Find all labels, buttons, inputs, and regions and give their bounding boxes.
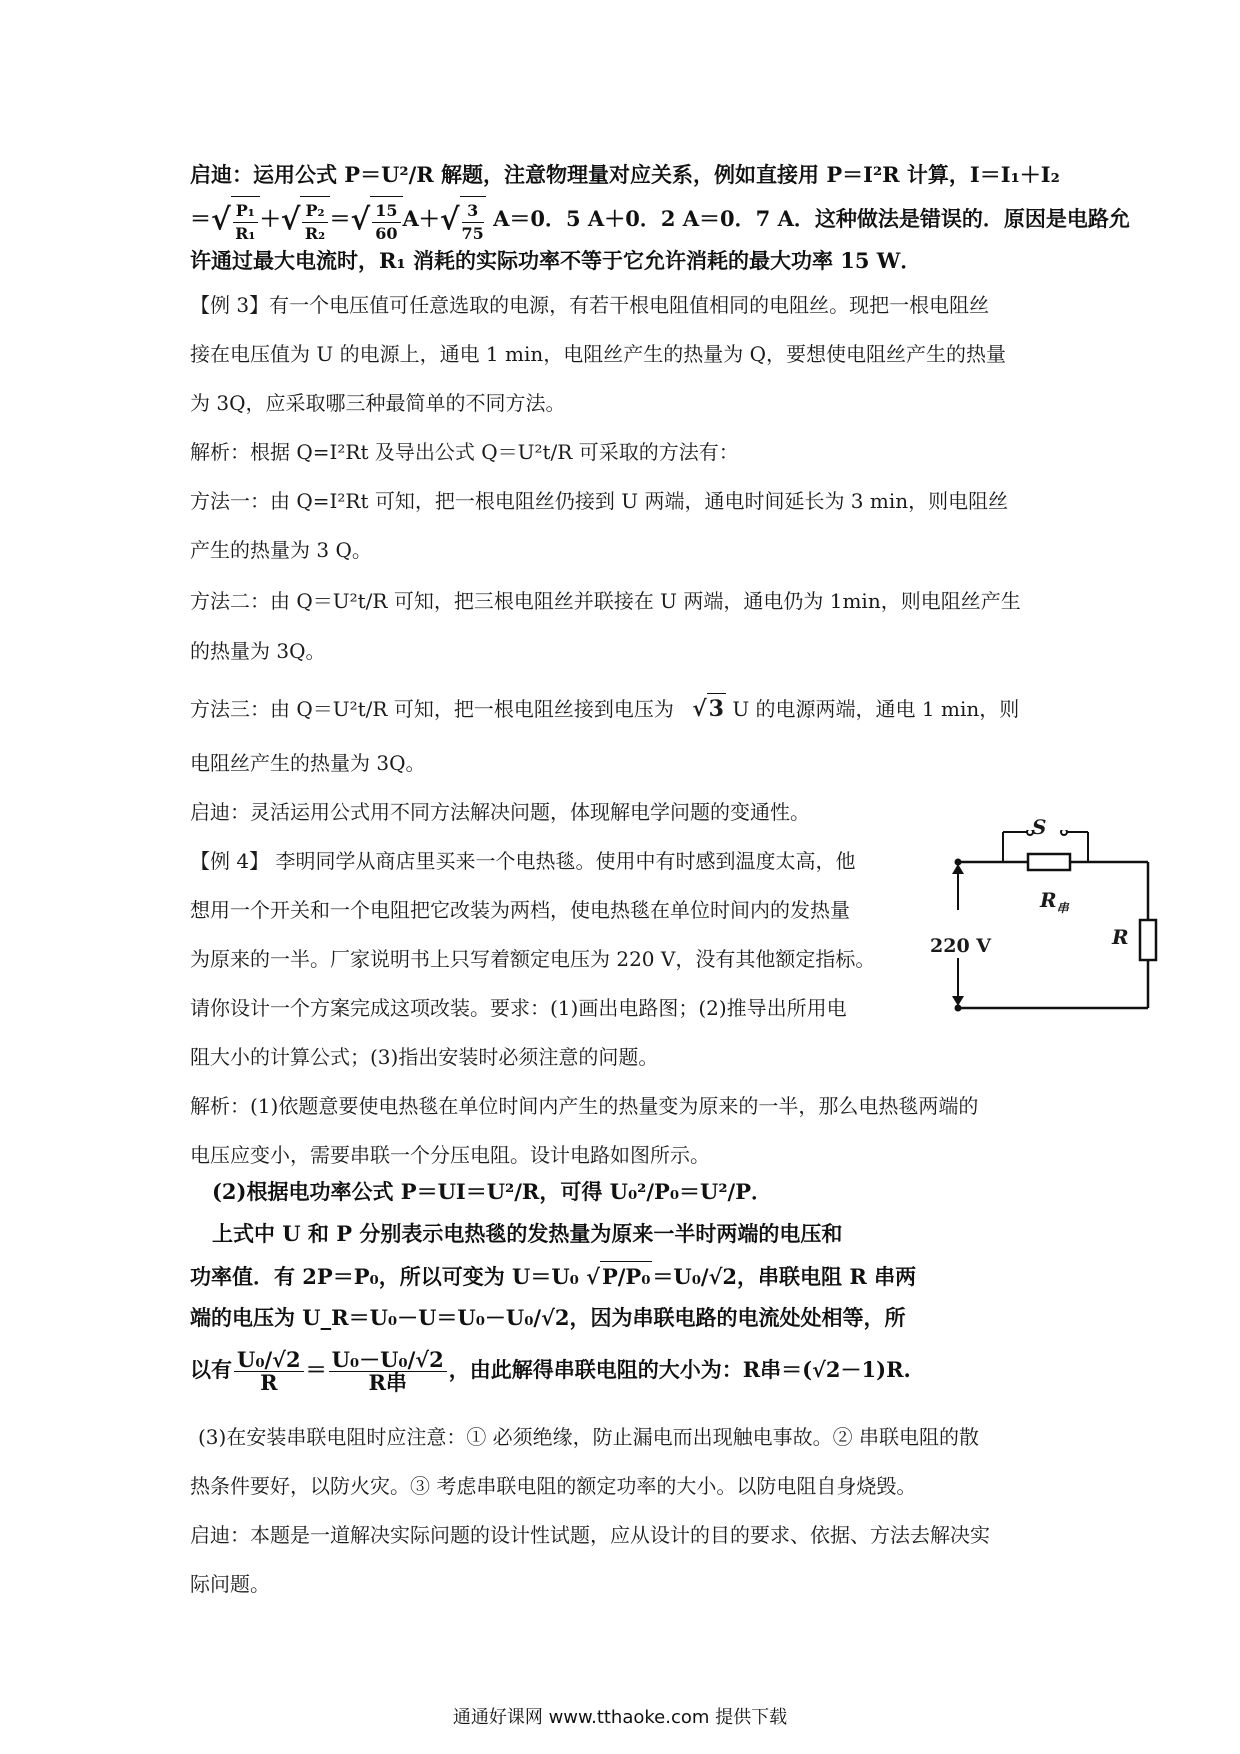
- a-plus: A＋: [402, 206, 440, 231]
- ex3-hint: 启迪：灵活运用公式用不同方法解决问题，体现解电学问题的变通性。: [190, 800, 810, 824]
- ex4-line3: 为原来的一半。厂家说明书上只写着额定电压为 220 V，没有其他额定指标。: [190, 947, 876, 971]
- sqrt-p2r2: √ $\frac{\text{P₂}}{\text{R₂}}$: [281, 196, 330, 245]
- frac1-den: R₁: [235, 224, 256, 243]
- deriv-line2: 上式中 U 和 P 分别表示电热毯的发热量为原来一半时两端的电压和: [212, 1221, 843, 1246]
- hint1-line2-tail: A＝0．5 A＋0．2 A＝0．7 A．这种做法是错误的．原因是电路允: [493, 206, 1130, 231]
- frac2-num: P₂: [302, 200, 327, 223]
- deriv-line4: 端的电压为 U_R＝U₀－U＝U₀－U₀/√2，因为串联电路的电流处处相等，所: [190, 1305, 906, 1330]
- ex3-line10: 电阻丝产生的热量为 3Q。: [190, 751, 426, 775]
- ex4-line6: 解析：(1)依题意要使电热毯在单位时间内产生的热量变为原来的一半，那么电热毯两端的: [190, 1094, 979, 1118]
- ex4-line4: 请你设计一个方案完成这项改装。要求：(1)画出电路图；(2)推导出所用电: [190, 996, 847, 1020]
- footer-download-note: 通通好课网 www.tthaoke.com 提供下载: [452, 1707, 788, 1728]
- deriv-line5: [190, 1343, 911, 1397]
- frac4-num: 3: [462, 200, 484, 223]
- ex3-line9-a: 方法三：由 Q＝U²t/R 可知，把一根电阻丝接到电压为: [190, 697, 674, 721]
- hint1-line3: 许通过最大电流时，R₁ 消耗的实际功率不等于它允许消耗的最大功率 15 W．: [190, 248, 922, 273]
- series-resistor-label: [1040, 888, 1069, 916]
- load-resistor-label: R: [1112, 925, 1129, 949]
- deriv-line3: [190, 1261, 916, 1292]
- deriv-line3-c: ＝U₀/√2，串联电阻 R 串两: [652, 1264, 917, 1289]
- part3-hint-line2: 际问题。: [190, 1572, 270, 1596]
- series-resistor-letter: R: [1040, 888, 1057, 912]
- ex4-line1: 【例 4】 李明同学从商店里买来一个电热毯。使用中有时感到温度太高，他: [190, 849, 856, 873]
- eq-sign: ＝: [329, 206, 351, 231]
- ex3-line6: 产生的热量为 3 Q。: [190, 538, 372, 562]
- arrow-up-icon: [952, 864, 964, 874]
- arrow-down-icon: [952, 996, 964, 1006]
- series-resistor: [1028, 854, 1070, 870]
- deriv-line5-b: ，由此解得串联电阻的大小为：R串＝(√2－1)R.: [448, 1357, 911, 1382]
- sqrt-p1r1: √ $\frac{\text{P₁}}{\text{R₁}}$: [211, 196, 260, 245]
- plus-sign: ＋: [259, 206, 281, 231]
- deriv-line5-a: 以有: [190, 1357, 232, 1382]
- hint1-line2: [190, 196, 1130, 243]
- part3-line2: 热条件要好，以防火灾。③ 考虑串联电阻的额定功率的大小。以防电阻自身烧毁。: [190, 1474, 917, 1498]
- hint1-line1: 启迪：运用公式 P＝U²/R 解题，注意物理量对应关系，例如直接用 P＝I²R 计算，I＝I₁＋I₂: [190, 162, 1060, 187]
- deriv-line3-a: 功率值．有 2P＝P₀，所以可变为 U＝U₀: [190, 1264, 579, 1289]
- ex4-line2: 想用一个开关和一个电阻把它改装为两档，使电热毯在单位时间内的发热量: [190, 898, 850, 922]
- deriv-line1: (2)根据电功率公式 P＝UI＝U²/R，可得 U₀²/P₀＝U²/P．: [212, 1179, 773, 1204]
- ex3-line1: 【例 3】有一个电压值可任意选取的电源，有若干根电阻值相同的电阻丝。现把一根电阻丝: [190, 293, 990, 317]
- frac-u0-r-den: R: [260, 1370, 278, 1395]
- sqrt-p-p0: √P/P₀: [586, 1264, 652, 1289]
- frac-rseries-den: R串: [368, 1370, 407, 1395]
- voltage-label: 220 V: [930, 935, 992, 957]
- deriv-eq: ＝: [305, 1357, 327, 1382]
- sqrt3-symbol: √3: [692, 696, 726, 722]
- frac1-num: P₁: [233, 200, 258, 223]
- series-resistor-sub: 串: [1056, 901, 1069, 915]
- ex3-line9-c: U 的电源两端，通电 1 min，则: [732, 697, 1020, 721]
- switch-label: S: [1032, 815, 1047, 839]
- frac4-den: 75: [461, 224, 484, 243]
- sqrt-p-p0-body: P/P₀: [600, 1261, 652, 1292]
- part3-line1: (3)在安装串联电阻时应注意：① 必须绝缘，防止漏电而出现触电事故。② 串联电阻的散: [198, 1425, 980, 1449]
- ex3-line5: 方法一：由 Q=I²Rt 可知，把一根电阻丝仍接到 U 两端，通电时间延长为 3 min，则电阻丝: [190, 489, 1009, 513]
- ex4-line5: 阻大小的计算公式；(3)指出安装时必须注意的问题。: [190, 1045, 659, 1069]
- load-resistor: [1140, 920, 1156, 960]
- frac-u0-r-num: U₀/√2: [234, 1349, 304, 1372]
- ex3-line2: 接在电压值为 U 的电源上，通电 1 min，电阻丝产生的热量为 Q，要想使电阻丝产生的热量: [190, 342, 1007, 366]
- ex4-line7: 电压应变小，需要串联一个分压电阻。设计电路如图所示。: [190, 1143, 710, 1167]
- ex3-line8: 的热量为 3Q。: [190, 639, 326, 663]
- ex3-line9: [190, 693, 1019, 724]
- sqrt-3-75: √ $\frac{3}{75}$: [440, 196, 486, 245]
- frac3-num: 15: [372, 200, 400, 223]
- sqrt3-value: 3: [707, 693, 726, 724]
- ex3-line3: 为 3Q，应采取哪三种最简单的不同方法。: [190, 391, 566, 415]
- frac-u0-r: [234, 1349, 304, 1394]
- frac3-den: 60: [375, 224, 398, 243]
- circuit-diagram: [948, 830, 1168, 1030]
- frac2-den: R₂: [304, 224, 326, 243]
- hint1-lead: ＝: [190, 206, 211, 231]
- ex3-line4: 解析：根据 Q=I²Rt 及导出公式 Q＝U²t/R 可采取的方法有：: [190, 440, 739, 464]
- ex3-line7: 方法二：由 Q＝U²t/R 可知，把三根电阻丝并联接在 U 两端，通电仍为 1min，则电阻丝产生: [190, 589, 1021, 613]
- part3-hint-line1: 启迪：本题是一道解决实际问题的设计性试题，应从设计的目的要求、依据、方法去解决实: [190, 1523, 990, 1547]
- frac-rseries: [329, 1349, 447, 1394]
- sqrt-15-60: √ $\frac{15}{60}$: [351, 196, 403, 245]
- frac-rseries-num: U₀－U₀/√2: [329, 1349, 447, 1372]
